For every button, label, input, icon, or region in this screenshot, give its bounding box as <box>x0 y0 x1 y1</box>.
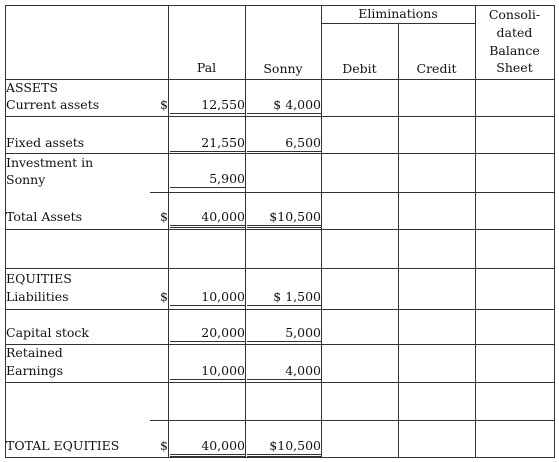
grid-line-row <box>5 268 554 269</box>
total-assets-label: Total Assets <box>6 209 83 224</box>
total-equities-sonny: $10,500 <box>247 438 321 457</box>
capital-stock-pal: 20,000 <box>170 325 245 342</box>
grid-line-bottom <box>5 457 554 458</box>
retained-label-line1: Retained <box>6 345 63 360</box>
liabilities-label: Liabilities <box>6 289 69 304</box>
grid-line-row <box>5 382 554 383</box>
sonny-header: Sonny <box>263 61 303 76</box>
credit-header: Credit <box>416 61 457 76</box>
grid-line-col <box>398 23 399 458</box>
investment-pal: 5,900 <box>170 171 245 188</box>
retained-label-line2: Earnings <box>6 363 64 378</box>
pal-header: Pal <box>196 60 217 75</box>
liabilities-dollar: $ <box>160 289 168 304</box>
capital-stock-sonny: 5,000 <box>247 325 321 342</box>
eliminations-header: Eliminations <box>358 6 438 21</box>
retained-pal: 10,000 <box>170 363 245 380</box>
total-equities-dollar: $ <box>160 438 168 453</box>
equities-heading: EQUITIES <box>6 271 72 286</box>
investment-label-line2: Sonny <box>6 172 46 187</box>
fixed-assets-sonny: 6,500 <box>247 135 321 152</box>
retained-sonny: 4,000 <box>247 363 321 380</box>
fixed-assets-label: Fixed assets <box>6 135 85 150</box>
total-assets-dollar: $ <box>160 209 168 224</box>
grid-line-left <box>5 5 6 458</box>
consolidated-header-line3: Balance <box>489 43 540 58</box>
total-equities-label: TOTAL EQUITIES <box>6 438 120 453</box>
grid-line-row <box>5 116 554 117</box>
current-assets-pal: 12,550 <box>170 97 245 114</box>
grid-line-row <box>150 192 554 193</box>
current-assets-sonny: $ 4,000 <box>247 97 321 114</box>
current-assets-label: Current assets <box>6 97 100 112</box>
total-equities-pal: 40,000 <box>170 438 245 457</box>
consolidated-header-line2: dated <box>496 25 533 40</box>
investment-label-line1: Investment in <box>6 155 94 170</box>
total-assets-pal: 40,000 <box>170 209 245 228</box>
consolidated-header-line1: Consoli- <box>488 7 541 22</box>
grid-line-row <box>5 229 554 230</box>
grid-line-right <box>554 5 555 458</box>
capital-stock-label: Capital stock <box>6 325 90 340</box>
fixed-assets-pal: 21,550 <box>170 135 245 152</box>
current-assets-dollar: $ <box>160 97 168 112</box>
grid-line-row <box>5 344 554 345</box>
grid-line-header-bottom <box>5 79 554 80</box>
assets-heading: ASSETS <box>6 80 58 95</box>
liabilities-sonny: $ 1,500 <box>247 289 321 306</box>
debit-header: Debit <box>342 61 377 76</box>
grid-line-row <box>5 153 554 154</box>
grid-line-row <box>5 309 554 310</box>
liabilities-pal: 10,000 <box>170 289 245 306</box>
grid-line-row <box>150 420 554 421</box>
total-assets-sonny: $10,500 <box>247 209 321 228</box>
consolidated-header-line4: Sheet <box>496 60 533 75</box>
